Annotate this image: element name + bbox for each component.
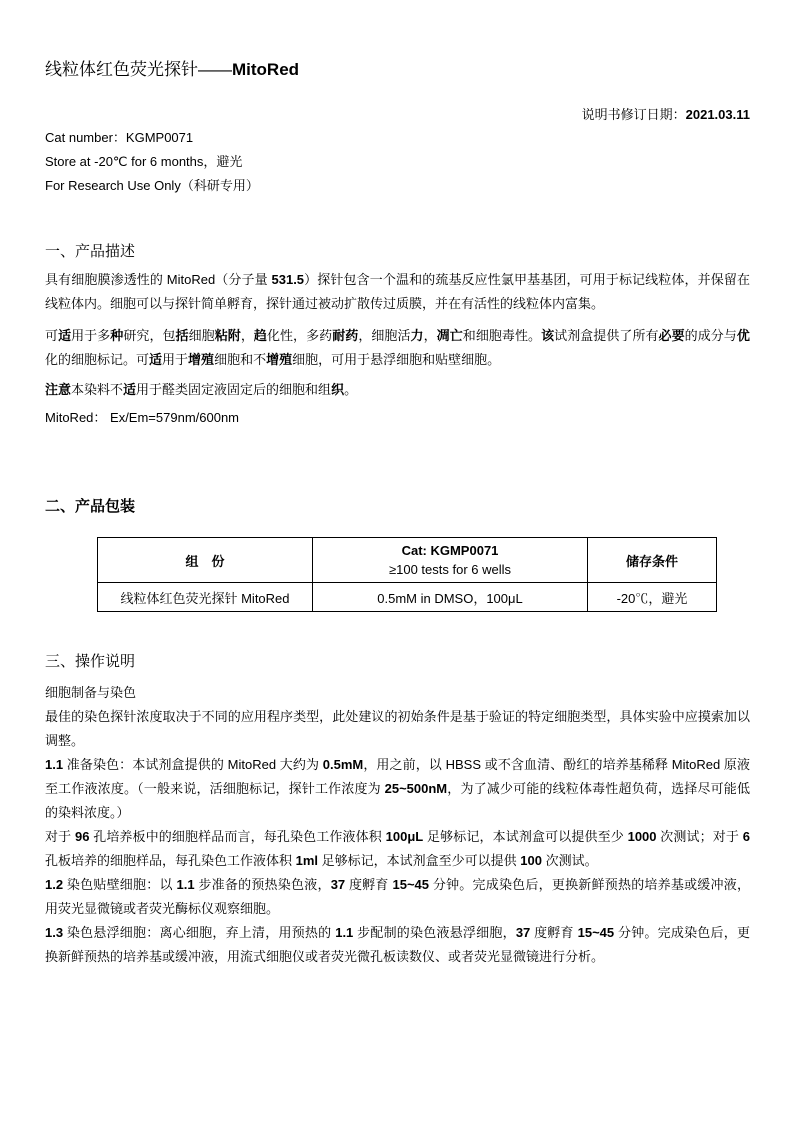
product-description-paragraph-2: 可适用于多种研究，包括细胞粘附，趋化性，多药耐药，细胞活力，凋亡和细胞毒性。该试剂盒提供了所有必要的成分与优化的细胞标记。可适用于增殖细胞和不增殖细胞，可用于悬浮细胞和贴壁细胞。	[45, 328, 750, 367]
step-1-3-paragraph: 1.3 染色悬浮细胞：离心细胞，弃上清，用预热的 1.1 步配制的染色液悬浮细胞，37 度孵育 15~45 分钟。完成染色后，更换新鲜预热的培养基或缓冲液，用流式细胞仪或者荧光微孔板读数仪、或者荧光显微镜进行分析。	[45, 925, 750, 964]
table-cell-spec: 0.5mM in DMSO，100μL	[313, 583, 588, 612]
page-title-zh: 线粒体红色荧光探针——	[45, 60, 232, 79]
table-header-cat-tests: ≥100 tests for 6 wells	[388, 562, 512, 577]
table-header-storage: 储存条件	[588, 538, 717, 583]
staining-intro-paragraph: 最佳的染色探针浓度取决于不同的应用程序类型，此处建议的初始条件是基于验证的特定细胞类型，具体实验中应摸索加以调整。	[45, 709, 750, 748]
table-header-cat-number: Cat: KGMP0071	[401, 543, 499, 558]
revision-label: 说明书修订日期：	[581, 107, 686, 122]
table-header-component: 组 份	[98, 538, 313, 583]
packaging-table-data-row	[98, 583, 717, 612]
page-title	[45, 58, 750, 82]
section-2-heading: 二、产品包装	[45, 498, 136, 515]
staining-subheading: 细胞制备与染色	[45, 685, 137, 700]
step-1-2-paragraph: 1.2 染色贴壁细胞：以 1.1 步准备的预热染色液，37 度孵育 15~45 分钟。完成染色后，更换新鲜预热的培养基或缓冲液，用荧光显微镜或者荧光酶标仪观察细胞。	[45, 877, 750, 916]
storage-condition-line: Store at -20℃ for 6 months，避光	[45, 154, 243, 169]
revision-line	[45, 104, 750, 126]
well-volume-paragraph: 对于 96 孔培养板中的细胞样品而言，每孔染色工作液体积 100μL 足够标记，本试剂盒可以提供至少 1000 次测试；对于 6 孔板培养的细胞样品，每孔染色工作液体积 1ml 足够标记，本试剂盒至少可以提供 100 次测试。	[45, 829, 750, 868]
table-cell-component: 线粒体红色荧光探针 MitoRed	[98, 583, 313, 612]
section-1-heading: 一、产品描述	[45, 243, 136, 260]
packaging-table-header-row	[98, 538, 717, 583]
section-3-heading: 三、操作说明	[45, 653, 136, 670]
packaging-table	[97, 537, 717, 612]
table-cell-storage: -20℃，避光	[588, 583, 717, 612]
research-use-line: For Research Use Only（科研专用）	[45, 178, 259, 193]
revision-date: 2021.03.11	[685, 107, 750, 122]
table-header-cat	[313, 538, 588, 583]
product-description-paragraph-1: 具有细胞膜渗透性的 MitoRed（分子量 531.5）探针包含一个温和的巯基反应性氯甲基基团，可用于标记线粒体，并保留在线粒体内。细胞可以与探针简单孵育，探针通过被动扩散传过质膜，并在有活性的线粒体内富集。	[45, 272, 750, 311]
step-1-1-paragraph: 1.1 准备染色：本试剂盒提供的 MitoRed 大约为 0.5mM，用之前，以 HBSS 或不含血清、酚红的培养基稀释 MitoRed 原液至工作液浓度。（一般来说，活细胞标记，探针工作浓度为 25~500nM，为了减少可能的线粒体毒性超负荷，选择尽可能低的染料浓度。）	[45, 757, 750, 820]
catalog-number-line: Cat number：KGMP0071	[45, 130, 194, 145]
product-description-note: 注意本染料不适用于醛类固定液固定后的细胞和组织。	[45, 382, 358, 397]
excitation-emission-line: MitoRed： Ex/Em=579nm/600nm	[45, 410, 240, 425]
page-title-en: MitoRed	[232, 60, 300, 79]
